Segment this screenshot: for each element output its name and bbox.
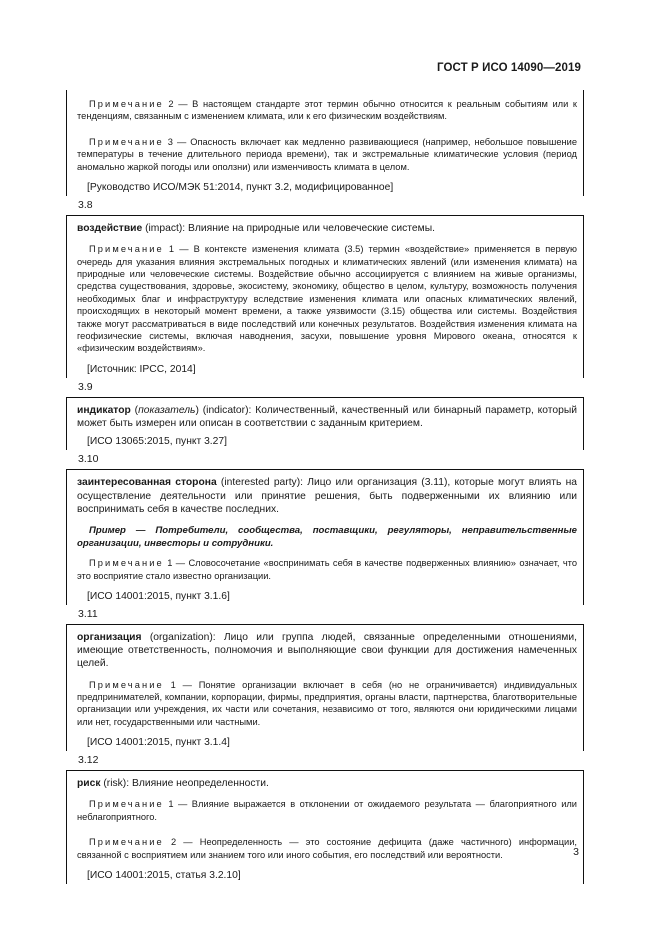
term-number: 3.8	[78, 199, 93, 212]
term-definition	[77, 771, 583, 794]
note-text: 1 — Понятие организации включает в себя (но не ограничивается) индивидуальных предпринимателей, компании, корпорации, фирмы, предприятия, органы власти, партнерства, благотворительные организации или учреждения, их части или сочетания, независимо от того, являются они юридическими лицами или нет, государственными или частными.	[77, 679, 577, 727]
term-entry-3-7-continued	[66, 90, 584, 196]
term-name: воздействие	[77, 223, 143, 235]
term-name: заинтересованная сторона	[77, 477, 217, 489]
term-alt-name: показатель	[138, 404, 196, 416]
note-3	[77, 132, 583, 176]
page-number: 3	[573, 846, 579, 858]
term-definition	[77, 625, 583, 675]
term-definition	[77, 398, 583, 434]
term-source: [ИСО 14001:2015, пункт 3.1.6]	[87, 590, 230, 602]
note-text: 1 — Словосочетание «воспринимать себя в качестве подверженных влиянию» означает, что это восприятие стало известно организации.	[77, 558, 577, 581]
document-title: ГОСТ Р ИСО 14090—2019	[436, 62, 581, 74]
note-label: Примечание	[89, 837, 164, 848]
term-source: [Источник: IPCC, 2014]	[87, 363, 196, 375]
note-text: 1 — В контексте изменения климата (3.5) термин «воздействие» применяется в первую очередь для указания влияния экстремальных погодных и климатических явлений (или изменения климата) на природные или человеческие системы. Воздействие обычно ассоциируется с влиянием на живые организмы, средства существования, здоровье, экосистему, экономику, общество в целом, культуру, возможность получения необходимых благ и инфраструктуру вследствие изменения климата или опасных климатических явлений, происходящих в некоторый момент времени, а также уязвимости (3.15) общества или системы. Воздействия также могут рассматриваться в виде последствий или конечных результатов. Воздействия изменения климата на геофизические системы, включая наводнения, засухи, повышение уровня Мирового океана, относятся к «физическим воздействиям».	[77, 244, 577, 354]
note-text: 3 — Опасность включает как медленно развивающиеся (например, небольшое повышение температуры в течение длительного периода времени), так и экстремальные климатические условия (период аномально жаркой погоды или оползни) или изменчивость климата в целом.	[77, 136, 577, 172]
term-number: 3.10	[78, 453, 99, 466]
note-1	[77, 675, 583, 732]
term-source: [ИСО 13065:2015, пункт 3.27]	[87, 436, 227, 448]
note-text: 2 — Неопределенность — это состояние дефицита (даже частичного) информации, связанной с восприятием или знанием того или иного события, его последствий или вероятности.	[77, 837, 577, 860]
term-definition	[77, 470, 583, 520]
page-content	[66, 90, 584, 884]
definition-text: (organization): Лицо или группа людей, связанные определенными отношениями, имеющие ответственность, полномочия и выполняющие свои функции для достижения намеченных целей.	[77, 631, 577, 670]
term-entry-3-11	[66, 624, 584, 751]
term-source: [ИСО 14001:2015, статья 3.2.10]	[87, 869, 241, 881]
term-entry-3-8	[66, 215, 584, 378]
note-1	[77, 239, 583, 358]
definition-text-a: (	[130, 404, 139, 416]
term-entry-3-9	[66, 397, 584, 450]
note-label: Примечание	[89, 136, 164, 147]
term-number: 3.11	[78, 607, 98, 620]
note-label: Примечание	[89, 799, 164, 810]
definition-text: (impact): Влияние на природные или человеческие системы.	[142, 223, 435, 235]
note-text: 1 — Влияние выражается в отклонении от ожидаемого результата — благоприятного или неблагоприятного.	[77, 799, 577, 822]
term-entry-3-12	[66, 770, 584, 884]
term-example: Пример — Потребители, сообщества, поставщики, регуляторы, неправительственные организации, инвесторы и сотрудники.	[77, 524, 577, 549]
term-name: индикатор	[77, 404, 131, 416]
term-definition	[77, 216, 583, 239]
note-1	[77, 553, 583, 585]
note-2	[77, 832, 583, 864]
note-label: Примечание	[89, 99, 164, 109]
term-name: организация	[77, 631, 142, 643]
note-2	[77, 94, 583, 126]
note-label: Примечание	[89, 679, 164, 690]
term-name: риск	[77, 778, 101, 790]
definition-text: (interested party): Лицо или организация (3.11), которые могут влиять на осуществление деятельности или принятие решения, быть подверженными их влиянию или воспринимать себя в качестве последних.	[77, 477, 577, 515]
term-source: [Руководство ИСО/МЭК 51:2014, пункт 3.2, модифицированное]	[87, 182, 394, 194]
term-number: 3.12	[78, 754, 99, 767]
term-number: 3.9	[78, 380, 93, 393]
note-label: Примечание	[89, 558, 164, 569]
note-label: Примечание	[89, 244, 164, 255]
note-1	[77, 794, 583, 826]
term-entry-3-10	[66, 469, 584, 605]
term-source: [ИСО 14001:2015, пункт 3.1.4]	[87, 737, 230, 749]
definition-text: (risk): Влияние неопределенности.	[100, 778, 269, 790]
definition-text: ) (indicator): Количественный, качественный или бинарный параметр, который может быть измерен или описан в соответствии с заданным критерием.	[77, 404, 577, 430]
note-text: 2 — В настоящем стандарте этот термин обычно относится к реальным событиям или к тенденциям, связанным с изменением климата, или к его физическим воздействиям.	[77, 99, 577, 122]
